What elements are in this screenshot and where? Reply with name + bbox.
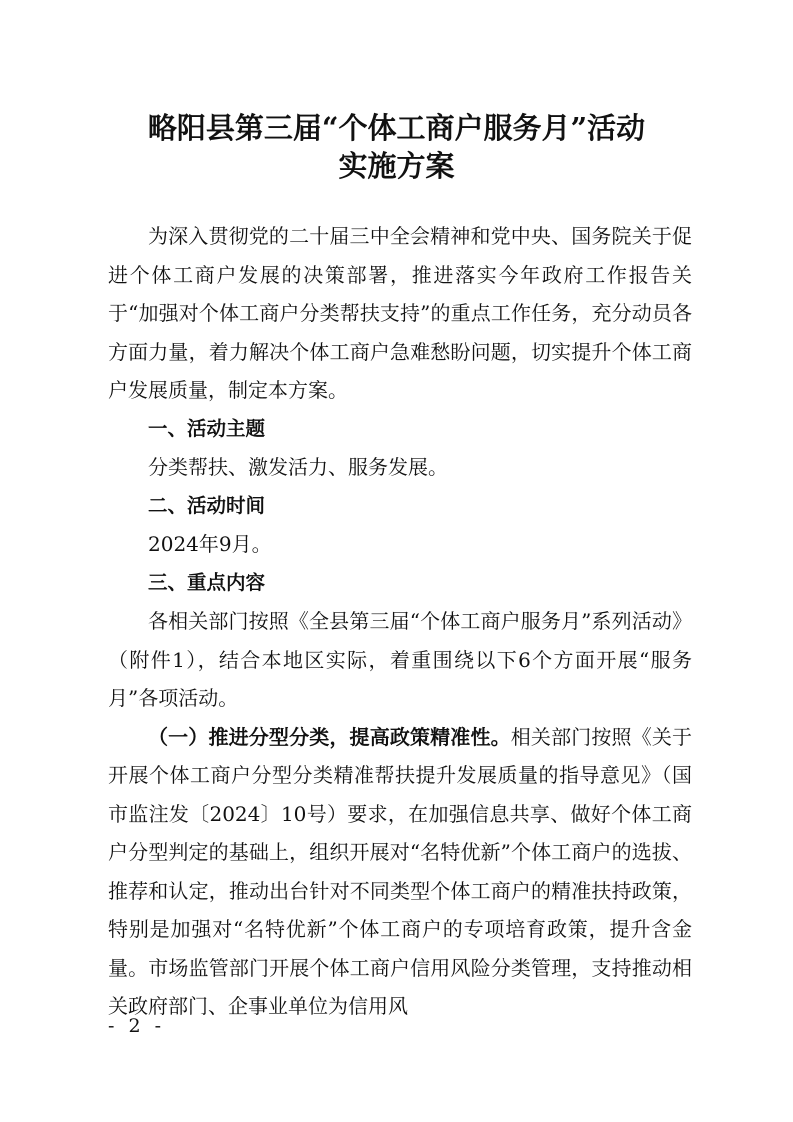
document-body	[108, 217, 692, 1026]
item1-body: 相关部门按照《关于开展个体工商户分型分类精准帮扶提升发展质量的指导意见》（国市监注发〔2024〕10号）要求，在加强信息共享、做好个体工商户分型判定的基础上，组织开展对“名特优新”个体工商户的选拔、推荐和认定，推动出台针对不同类型个体工商户的精准扶持政策，特别是加强对“名特优新”个体工商户的专项培育政策，提升含金量。市场监管部门开展个体工商户信用风险分类管理，支持推动相关政府部门、企事业单位为信用风	[108, 724, 693, 1018]
document-title-line1: 略阳县第三届“个体工商户服务月”活动	[147, 111, 646, 145]
item1-lead: （一）推进分型分类，提高政策精准性。	[148, 724, 511, 749]
paragraph-theme: 分类帮扶、激发活力、服务发展。	[148, 455, 448, 479]
section-heading-content: 三、重点内容	[148, 570, 266, 594]
document-title-line2: 实施方案	[338, 149, 455, 183]
paragraph-intro: 为深入贯彻党的二十届三中全会精神和党中央、国务院关于促进个体工商户发展的决策部署，推进落实今年政府工作报告关于“加强对个体工商户分类帮扶支持”的重点工作任务，充分动员各方面力量，着力解决个体工商户急难愁盼问题，切实提升个体工商户发展质量，制定本方案。	[108, 224, 692, 402]
paragraph-item1	[108, 718, 692, 1026]
paragraph-time: 2024年9月。	[148, 532, 272, 556]
page-number: - 2 -	[108, 1015, 166, 1037]
section-heading-theme: 一、活动主题	[148, 416, 266, 440]
section-heading-time: 二、活动时间	[148, 493, 266, 517]
paragraph-content-intro: 各相关部门按照《全县第三届“个体工商户服务月”系列活动》（附件1），结合本地区实际，着重围绕以下6个方面开展“服务月”各项活动。	[108, 609, 692, 710]
